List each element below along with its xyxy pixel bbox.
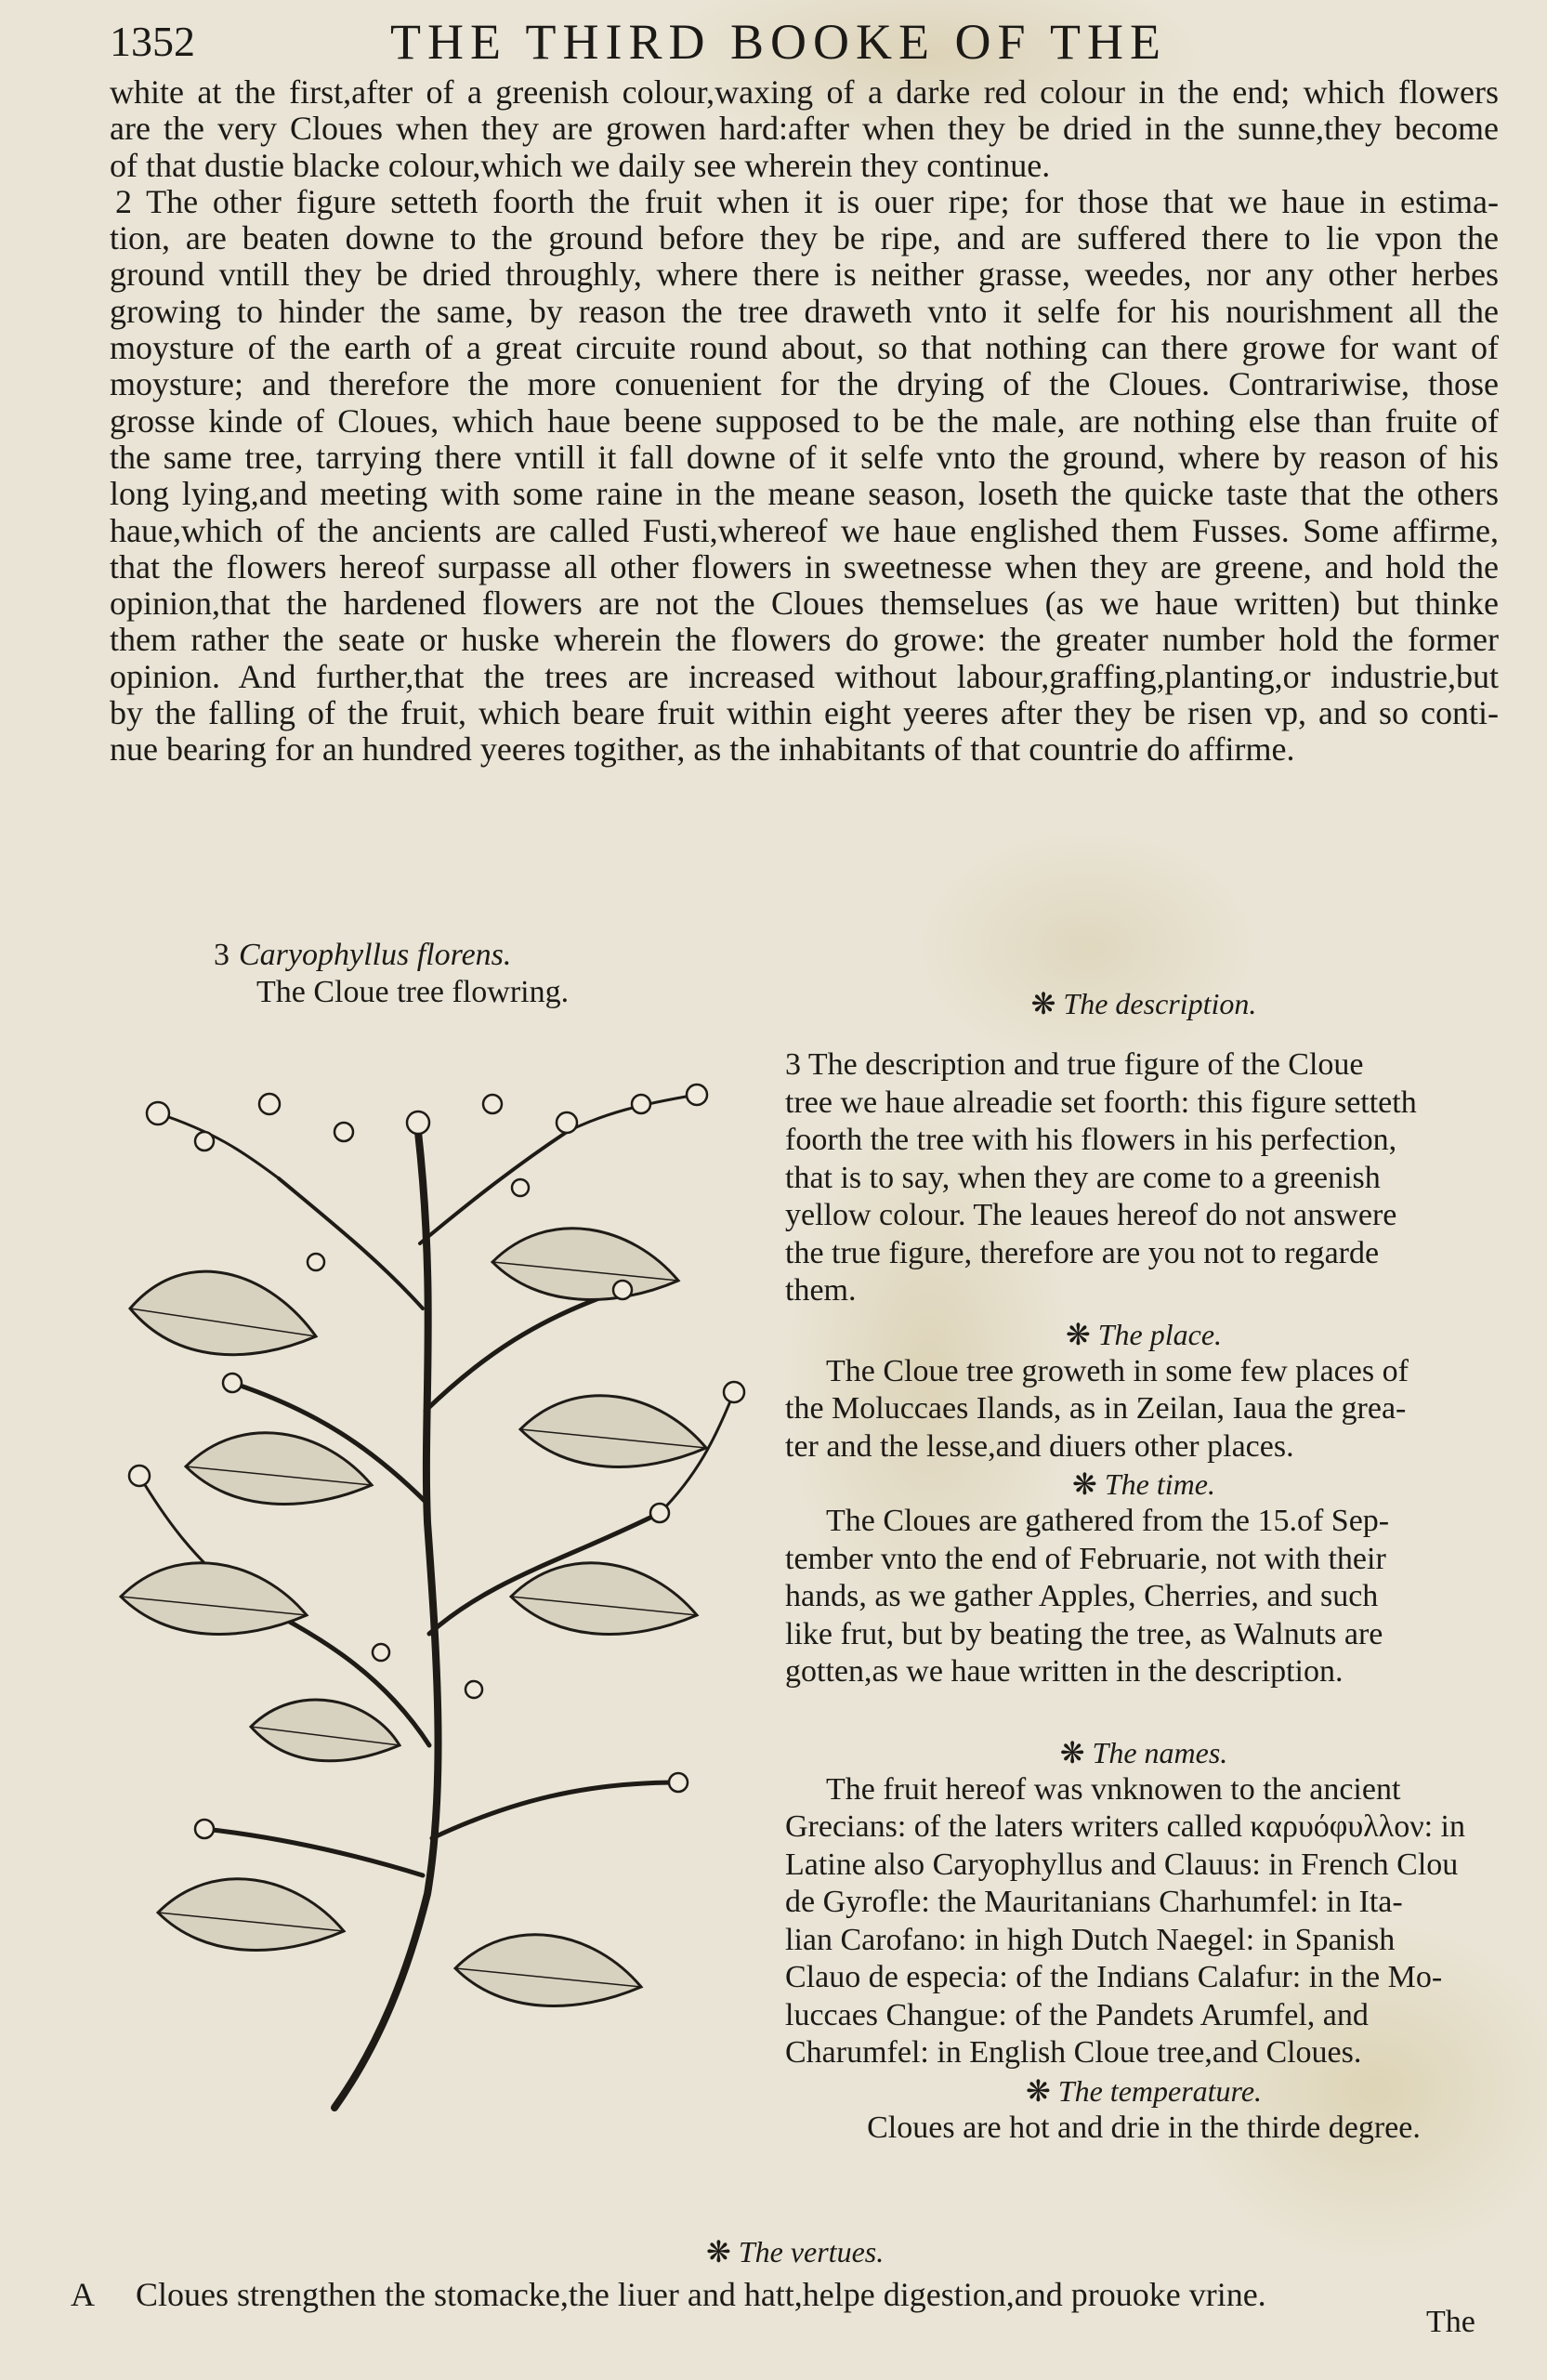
leaf	[186, 1433, 372, 1505]
caption-english: The Cloue tree flowring.	[256, 975, 570, 1009]
flower	[669, 1773, 688, 1792]
leaf	[511, 1563, 697, 1635]
main-stem	[334, 1132, 439, 2108]
woodcut-clove-tree-illustration	[102, 1076, 753, 2159]
figure-caption	[214, 937, 569, 1011]
place-text: The Cloue tree groweth in some few places of the Moluccaes Ilands, as in Zeilan, Iaua the grea- ter and the lesse,and diuers other places.	[785, 1353, 1409, 1464]
section-heading-place: ❋ The place.	[1065, 1317, 1223, 1351]
text-line: tion, are beaten downe to the ground before they be ripe, and are suffered there to lie vpon the	[110, 219, 1499, 257]
branch	[204, 1829, 423, 1875]
page-number: 1352	[110, 18, 195, 65]
flower	[512, 1179, 529, 1196]
text-line: moysture; and therefore the more conuenient for the drying of the Cloues. Contrariwise, those	[110, 365, 1499, 403]
flower	[259, 1094, 280, 1114]
text-line: long lying,and meeting with some raine in the meane season, loseth the quicke taste that the others	[110, 475, 1499, 513]
caption-latin: Caryophyllus florens.	[239, 938, 512, 972]
branch	[420, 1132, 567, 1243]
leaf	[492, 1229, 678, 1300]
flower	[334, 1123, 353, 1141]
flower	[650, 1504, 669, 1522]
section-heading-description: ❋ The description.	[1030, 987, 1257, 1020]
flower	[223, 1374, 242, 1392]
text-line: by the falling of the fruit, which beare fruit within eight yeeres after they be risen vp, and so conti-	[110, 694, 1499, 732]
vertues-text	[71, 2275, 1266, 2314]
vertues-line: Cloues strengthen the stomacke,the liuer and hatt,helpe digestion,and prouoke vrine.	[136, 2276, 1266, 2313]
flower	[373, 1644, 389, 1661]
text-line: nue bearing for an hundred yeeres togither, as the inhabitants of that countrie do affirme.	[110, 730, 1295, 769]
branch	[426, 1290, 623, 1411]
time-text: The Cloues are gathered from the 15.of Sep- tember vnto the end of Februarie, not with their hands, as we gather Apples, Cherries, and such like frut, but by beating the tree, as Walnuts are gotten,as we haue written in the description.	[785, 1504, 1390, 1689]
text-line: white at the first,after of a greenish colour,waxing of a darke red colour in the end; which flowers	[110, 73, 1499, 111]
text-line: growing to hinder the same, by reason the tree draweth vnto it selfe for his nourishment all the	[110, 292, 1499, 330]
text-line: grosse kinde of Cloues, which haue beene supposed to be the male, are nothing else than fruite of	[110, 401, 1499, 440]
book-title: THE THIRD BOOKE OF THE	[390, 14, 1167, 70]
flower	[407, 1111, 429, 1134]
flower	[195, 1820, 214, 1838]
section-heading-temperature: ❋ The temperature.	[1025, 2073, 1263, 2108]
leaf	[158, 1879, 344, 1951]
leaf	[455, 1935, 641, 2006]
text-line: them rather the seate or huske wherein the flowers do growe: the greater number hold the former	[110, 621, 1499, 659]
text-line: haue,which of the ancients are called Fusti,whereof we haue englished them Fusses. Some affirme,	[110, 511, 1499, 549]
section-heading-names: ❋ The names.	[1059, 1735, 1228, 1769]
text-line: are the very Cloues when they are growen hard:after when they be dried in the sunne,they become	[110, 110, 1499, 148]
running-head	[0, 7, 1547, 74]
text-line: moysture of the earth of a great circuite round about, so that nothing can there growe for want of	[110, 329, 1499, 367]
text-line: the same tree, tarrying there vntill it fall downe of it selfe vnto the ground, where by reason of his	[110, 438, 1499, 476]
leaf	[520, 1396, 706, 1467]
description-text: 3 The description and true figure of the Cloue tree we haue alreadie set foorth: this figure setteth foorth the tree with his flowers in his perfection, that is to say, when they are come to a greenish yellow colour. The leaues hereof do not answere the true figure, therefore are you not to regarde them.	[785, 1047, 1417, 1308]
section-heading-vertues: ❋ The vertues.	[706, 2235, 885, 2268]
caption-number: 3	[214, 938, 229, 972]
text-line: 2 The other figure setteth foorth the fruit when it is ouer ripe; for those that we haue in estima-	[115, 182, 1499, 220]
flower	[613, 1281, 632, 1299]
temperature-text: Cloues are hot and drie in the thirde degree.	[867, 2110, 1421, 2145]
leaf	[251, 1700, 400, 1761]
flower	[147, 1102, 169, 1124]
branch	[279, 1178, 423, 1308]
branch	[432, 1782, 678, 1838]
catchword: The	[1426, 2305, 1475, 2339]
text-line: of that dustie blacke colour,which we daily see wherein they continue.	[110, 146, 1051, 184]
text-line: that the flowers hereof surpasse all other flowers in sweetnesse when they are greene, and hold the	[110, 547, 1499, 585]
text-line: opinion. And further,that the trees are increased without labour,graffing,planting,or industrie,but	[110, 657, 1499, 695]
top-paragraphs	[110, 74, 1499, 769]
flower	[195, 1132, 214, 1151]
marginal-letter: A	[71, 2276, 95, 2313]
names-text: The fruit hereof was vnknowen to the ancient Grecians: of the laters writers called καρυόφυλλον: in Latine also Caryophyllus and Clauus: in French Clou de Gyrofle: the Mauritanians Charhumfel: in Ita- lian Carofano: in high Dutch Naegel: in Spanish Clauo de especia: of the Indians Calafur: in the Mo- luccaes Changue: of the Pandets Arumfel, and Charumfel: in English Cloue tree,and Cloues.	[785, 1771, 1465, 2070]
text-line: ground vntill they be dried throughly, where there is neither grasse, weedes, nor any other herbes	[110, 256, 1499, 294]
flower	[465, 1681, 482, 1698]
flower	[483, 1095, 502, 1113]
flower	[557, 1112, 577, 1133]
branch	[158, 1113, 279, 1178]
flower	[687, 1085, 707, 1105]
flower	[129, 1466, 150, 1486]
flower	[724, 1382, 744, 1402]
flower	[632, 1095, 650, 1113]
section-heading-time: ❋ The time.	[1072, 1467, 1215, 1501]
right-column	[785, 985, 1502, 2147]
leaf	[121, 1563, 307, 1635]
text-line: opinion,that the hardened flowers are not the Cloues themselues (as we haue written) but thinke	[110, 585, 1499, 623]
flower	[308, 1254, 324, 1270]
